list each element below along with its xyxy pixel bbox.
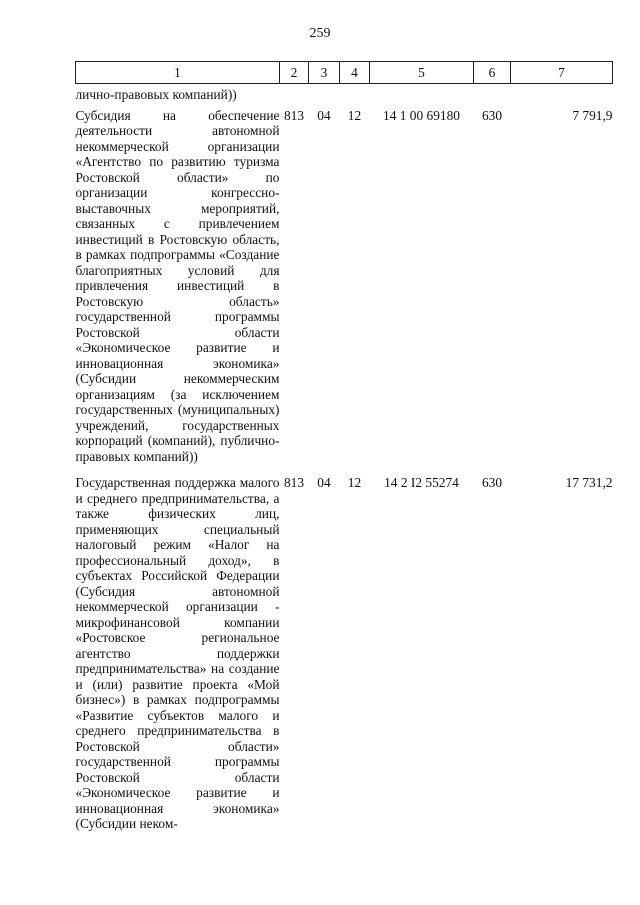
header-col-1: 1: [76, 62, 280, 84]
row-ministry-code: 813: [283, 107, 305, 123]
row-expense-type: 630: [481, 107, 503, 123]
row-amount: 17 731,2: [565, 475, 613, 490]
budget-table: [75, 61, 613, 832]
row-section-code: 04: [317, 475, 331, 490]
row-ministry-code: 813: [283, 475, 305, 490]
row-expense-type: 630: [481, 475, 503, 490]
header-col-4: 4: [340, 62, 370, 84]
row-subsection-code: 12: [347, 107, 362, 123]
row-subsection-code: 12: [347, 475, 362, 490]
table-row: [76, 103, 613, 465]
row-section-code: 04: [317, 107, 331, 123]
row-description: Субсидия на обеспечение деятельности автономной некоммерческой организации «Агентство по развитию туризма Ростовской области» по организации конгрессно-выставочных мероприятий, связанных с привлечением инвестиций в Ростовскую область, в рамках подпрограммы «Создание благоприятных условий для привлечения инвестиций в Ростовскую область» государственной программы Ростовской области «Экономическое развитие и инновационная экономика» (Субсидии некоммерческим организациям (за исключением государственных (муниципальных) учреждений, государственных корпораций (компаний), публично-правовых компаний)): [75, 107, 280, 464]
table-row: [76, 464, 613, 832]
header-col-2: 2: [280, 62, 309, 84]
row-target-code: 14 2 I2 55274: [384, 475, 459, 490]
row-description: Государственная поддержка малого и среднего предпринимательства, а также физических лиц, применяющих специальный налоговый режим «Налог на профессиональный доход», в субъектах Российской Федерации (Субсидия автономной некоммерческой организации - микрофинансовой компании «Ростовское региональное агентство поддержки предпринимательства» на создание и (или) развитие проекта «Мой бизнес») в рамках подпрограммы «Развитие субъектов малого и среднего предпринимательства в Ростовской области» государственной программы Ростовской области «Экономическое развитие и инновационная экономика» (Субсидии неком-: [75, 475, 280, 831]
row-target-code: 14 1 00 69180: [383, 107, 460, 123]
header-col-6: 6: [474, 62, 511, 84]
table-header-row: [76, 62, 613, 84]
page-number: 259: [309, 26, 331, 41]
header-col-5: 5: [370, 62, 474, 84]
continuation-text: лично-правовых компаний)): [75, 87, 237, 102]
header-col-7: 7: [511, 62, 613, 84]
header-col-3: 3: [309, 62, 340, 84]
continuation-row: [76, 84, 613, 103]
row-amount: 7 791,9: [572, 107, 613, 123]
